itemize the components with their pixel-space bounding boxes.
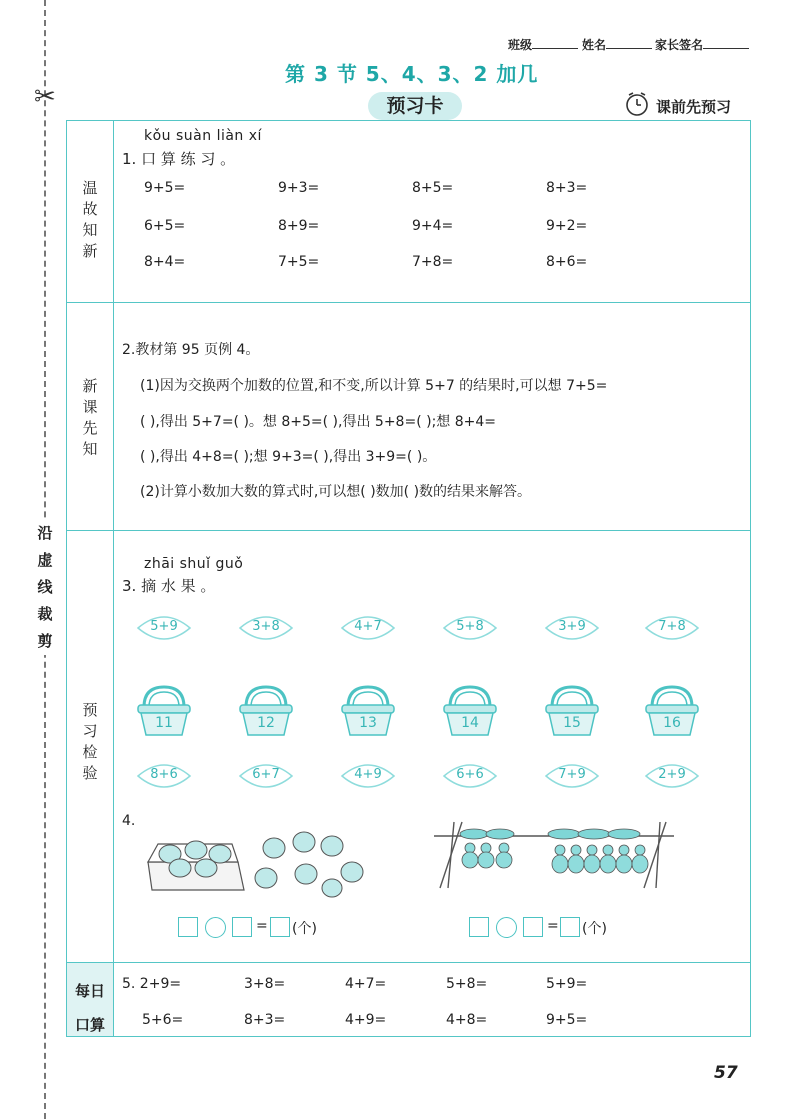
q2-title: 2.教材第 95 页例 4。 xyxy=(122,342,260,358)
q1-item: 6+5= xyxy=(144,218,186,234)
basket-label: 14 xyxy=(461,715,479,731)
equals-sign: = xyxy=(547,918,559,934)
basket[interactable] xyxy=(236,683,296,739)
fruit-label: 5+8 xyxy=(456,619,484,634)
q5-item: 9+5= xyxy=(546,1012,588,1028)
q5-item: 8+3= xyxy=(244,1012,286,1028)
fruit-expression[interactable] xyxy=(542,612,602,644)
divider-3 xyxy=(66,962,751,963)
fruit-label: 4+7 xyxy=(354,619,382,634)
fruit-expression[interactable] xyxy=(440,760,500,792)
q3-pinyin: zhāi shuǐ guǒ xyxy=(144,556,244,572)
page-number: 57 xyxy=(714,1063,738,1083)
q2-line-3: ( ),得出 4+8=( );想 9+3=( ),得出 3+9=( )。 xyxy=(140,449,437,465)
q5-item: 4+7= xyxy=(345,976,387,992)
q5-item: 5. 2+9= xyxy=(122,976,182,992)
label-review: 温 故 知 新 xyxy=(82,179,98,260)
answer-box[interactable] xyxy=(270,917,290,937)
q1-title: 1. 口 算 练 习 。 xyxy=(122,150,236,168)
scissors-icon: ✂ xyxy=(34,82,56,112)
operator-circle[interactable] xyxy=(205,917,226,938)
q1-item: 8+4= xyxy=(144,254,186,270)
basket[interactable] xyxy=(134,683,194,739)
equals-sign: = xyxy=(256,918,268,934)
fruit-expression[interactable] xyxy=(642,760,702,792)
fruit-expression[interactable] xyxy=(542,760,602,792)
parent-sign-field: 家长签名 xyxy=(655,36,749,53)
answer-box[interactable] xyxy=(523,917,543,937)
dumplings-illustration xyxy=(146,826,396,898)
class-field: 班级 xyxy=(508,36,578,53)
basket[interactable] xyxy=(440,683,500,739)
fruit-expression[interactable] xyxy=(134,760,194,792)
section-title: 第 3 节 5、4、3、2 加几 xyxy=(285,62,539,86)
q2-line-4: (2)计算小数加大数的算式时,可以想( )数加( )数的结果来解答。 xyxy=(140,484,532,500)
fruit-expression[interactable] xyxy=(236,760,296,792)
q5-item: 4+9= xyxy=(345,1012,387,1028)
q4-title: 4. xyxy=(122,813,136,829)
operator-circle[interactable] xyxy=(496,917,517,938)
q1-item: 9+2= xyxy=(546,218,588,234)
fruit-label: 7+9 xyxy=(558,767,586,782)
fruit-expression[interactable] xyxy=(642,612,702,644)
gourds-on-rack-illustration xyxy=(434,818,674,898)
q5-item: 5+8= xyxy=(446,976,488,992)
answer-box[interactable] xyxy=(469,917,489,937)
label-check: 预 习 检 验 xyxy=(82,701,98,782)
q1-item: 8+5= xyxy=(412,180,454,196)
divider-2 xyxy=(66,530,751,531)
q5-item: 5+6= xyxy=(142,1012,184,1028)
fruit-label: 3+8 xyxy=(252,619,280,634)
fruit-label: 2+9 xyxy=(658,767,686,782)
clock-icon xyxy=(624,91,650,117)
q1-item: 9+5= xyxy=(144,180,186,196)
name-field: 姓名 xyxy=(582,36,652,53)
q3-title: 3. 摘 水 果 。 xyxy=(122,577,216,595)
card-subtitle: 课前先预习 xyxy=(656,98,732,116)
unit-label: (个) xyxy=(582,921,607,937)
fruit-label: 8+6 xyxy=(150,767,178,782)
basket-label: 11 xyxy=(155,715,173,731)
fruit-label: 7+8 xyxy=(658,619,686,634)
label-daily: 每日 口算 xyxy=(74,982,105,1034)
label-column-divider-bottom xyxy=(113,962,114,1037)
fruit-label: 6+7 xyxy=(252,767,280,782)
q1-item: 9+3= xyxy=(278,180,320,196)
fruit-expression[interactable] xyxy=(236,612,296,644)
basket-label: 15 xyxy=(563,715,581,731)
answer-box[interactable] xyxy=(232,917,252,937)
q1-item: 8+6= xyxy=(546,254,588,270)
q2-line-1: (1)因为交换两个加数的位置,和不变,所以计算 5+7 的结果时,可以想 7+5= xyxy=(140,378,608,394)
label-column-divider xyxy=(113,120,114,962)
q5-item: 3+8= xyxy=(244,976,286,992)
q1-item: 7+5= xyxy=(278,254,320,270)
fruit-label: 5+9 xyxy=(150,619,178,634)
q5-item: 4+8= xyxy=(446,1012,488,1028)
q1-item: 7+8= xyxy=(412,254,454,270)
fruit-label: 3+9 xyxy=(558,619,586,634)
q2-line-2: ( ),得出 5+7=( )。想 8+5=( ),得出 5+8=( );想 8+4= xyxy=(140,414,497,430)
basket-label: 12 xyxy=(257,715,275,731)
fruit-expression[interactable] xyxy=(440,612,500,644)
q5-item: 5+9= xyxy=(546,976,588,992)
fruit-expression[interactable] xyxy=(338,760,398,792)
basket[interactable] xyxy=(642,683,702,739)
fruit-label: 4+9 xyxy=(354,767,382,782)
fruit-expression[interactable] xyxy=(338,612,398,644)
basket-label: 16 xyxy=(663,715,681,731)
q1-item: 9+4= xyxy=(412,218,454,234)
answer-box[interactable] xyxy=(560,917,580,937)
q1-pinyin: kǒu suàn liàn xí xyxy=(144,128,262,144)
basket[interactable] xyxy=(338,683,398,739)
cut-label: 沿 虚 线 裁 剪 xyxy=(34,520,56,655)
unit-label: (个) xyxy=(292,921,317,937)
fruit-label: 6+6 xyxy=(456,767,484,782)
q1-item: 8+9= xyxy=(278,218,320,234)
fruit-expression[interactable] xyxy=(134,612,194,644)
label-new-lesson: 新 课 先 知 xyxy=(82,377,98,458)
basket-label: 13 xyxy=(359,715,377,731)
q1-item: 8+3= xyxy=(546,180,588,196)
answer-box[interactable] xyxy=(178,917,198,937)
card-title: 预习卡 xyxy=(368,92,462,120)
basket[interactable] xyxy=(542,683,602,739)
divider-1 xyxy=(66,302,751,303)
